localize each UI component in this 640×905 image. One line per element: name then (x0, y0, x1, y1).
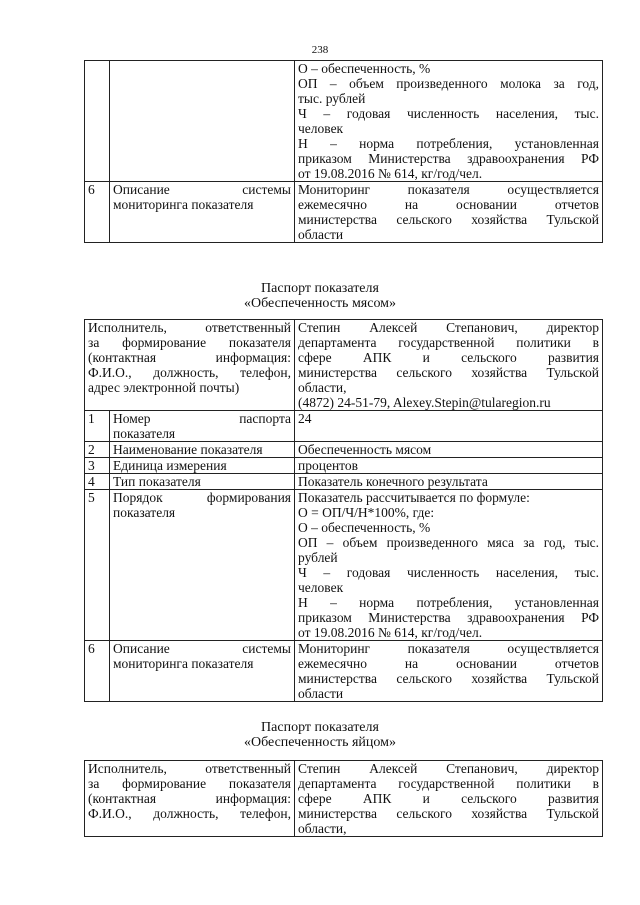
label-line: Номер паспорта (113, 411, 292, 426)
label-line: Ф.И.О., должность, телефон, (88, 365, 292, 380)
value-line: Обеспеченность мясом (298, 442, 432, 457)
section-title: Паспорт показателя (261, 720, 379, 735)
value-line: ежемесячно на основании отчетов (298, 197, 599, 212)
definition-line: О – обеспеченность, % (298, 61, 431, 76)
table-row (85, 490, 603, 641)
definition-line: от 19.08.2016 № 614, кг/год/чел. (298, 166, 483, 181)
value-line: Мониторинг показателя осуществляется (298, 182, 599, 197)
value-line: О – обеспеченность, % (298, 520, 431, 535)
row-number-cell: 3 (85, 458, 110, 474)
definition-line: ОП – объем произведенного молока за год, (298, 76, 599, 91)
section-subtitle: «Обеспеченность яйцом» (243, 735, 396, 750)
value-line: министерства сельского хозяйства Тульской (298, 212, 599, 227)
label-cell (110, 458, 295, 474)
label-line: Единица измерения (113, 458, 227, 473)
definition-line: Ч – годовая численность населения, тыс. (298, 106, 599, 121)
definition-line: Н – норма потребления, установленная (298, 136, 599, 151)
executor-row (85, 761, 603, 837)
executor-label-cell (85, 320, 295, 411)
label-cell (110, 641, 295, 702)
executor-value-cell (295, 320, 603, 411)
value-line: министерства сельского хозяйства Тульской (298, 806, 600, 821)
definition-line: тыс. рублей (298, 91, 366, 106)
value-cell (295, 411, 603, 442)
label-line: за формирование показателя (88, 335, 292, 350)
value-line: О = ОП/Ч/Н*100%, где: (298, 505, 435, 520)
definition-line: приказом Министерства здравоохранения РФ (298, 151, 599, 166)
table-row (85, 61, 603, 182)
value-cell (295, 474, 603, 490)
label-line: за формирование показателя (88, 776, 292, 791)
value-line: рублей (298, 550, 338, 565)
label-line: Исполнитель, ответственный (88, 320, 292, 335)
value-line: департамента государственной политики в (298, 776, 600, 791)
label-line: Порядок формирования (113, 490, 292, 505)
value-line: ежемесячно на основании отчетов (298, 656, 600, 671)
label-line: Описание системы (113, 641, 292, 656)
value-line: процентов (298, 458, 359, 473)
label-cell (110, 182, 295, 243)
value-line: области, (298, 821, 347, 836)
label-cell (110, 474, 295, 490)
continuation-table (84, 60, 603, 243)
value-line: Н – норма потребления, установленная (298, 595, 600, 610)
value-line: области (298, 686, 344, 701)
table-row (85, 442, 603, 458)
value-line: сфере АПК и сельского развития (298, 791, 600, 806)
value-line: приказом Министерства здравоохранения РФ (298, 610, 600, 625)
row-number-cell: 6 (85, 641, 110, 702)
value-cell (295, 641, 603, 702)
label-line: показателя (113, 505, 176, 520)
executor-row (85, 320, 603, 411)
value-line: Показатель конечного результата (298, 474, 488, 489)
page-number: 238 (311, 44, 329, 56)
value-line: Показатель рассчитывается по формуле: (298, 490, 530, 505)
section-title: Паспорт показателя (261, 281, 379, 296)
value-line: сфере АПК и сельского развития (298, 350, 600, 365)
value-line: (4872) 24-51-79, Alexey.Stepin@tularegion.ru (298, 395, 551, 410)
label-line: Ф.И.О., должность, телефон, (88, 806, 292, 821)
value-line: 24 (298, 411, 312, 426)
value-line: области (298, 227, 344, 242)
passport-table-eggs (84, 760, 603, 837)
value-line: департамента государственной политики в (298, 335, 600, 350)
row-number-cell: 4 (85, 474, 110, 490)
table-row (85, 182, 603, 243)
label-cell (110, 61, 295, 182)
label-line: адрес электронной почты) (88, 380, 240, 395)
label-line: (контактная информация: (88, 791, 292, 806)
executor-label-cell (85, 761, 295, 837)
label-cell (110, 411, 295, 442)
label-cell (110, 442, 295, 458)
value-line: Степин Алексей Степанович, директор (298, 761, 600, 776)
definition-line: человек (298, 121, 344, 136)
value-cell (295, 442, 603, 458)
value-line: ОП – объем произведенного мяса за год, тыс. (298, 535, 600, 550)
label-line: мониторинга показателя (113, 197, 254, 212)
label-line: Описание системы (113, 182, 291, 197)
table-row (85, 411, 603, 442)
row-number-cell: 6 (85, 182, 110, 243)
label-cell (110, 490, 295, 641)
value-line: Ч – годовая численность населения, тыс. (298, 565, 600, 580)
value-line: Мониторинг показателя осуществляется (298, 641, 600, 656)
value-cell (295, 458, 603, 474)
value-line: от 19.08.2016 № 614, кг/год/чел. (298, 625, 483, 640)
table-row (85, 458, 603, 474)
section-subtitle: «Обеспеченность мясом» (243, 296, 397, 311)
value-line: министерства сельского хозяйства Тульской (298, 671, 600, 686)
executor-value-cell (295, 761, 603, 837)
value-cell (295, 61, 603, 182)
table-row (85, 474, 603, 490)
label-line: мониторинга показателя (113, 656, 254, 671)
row-number-cell: 5 (85, 490, 110, 641)
value-line: Степин Алексей Степанович, директор (298, 320, 600, 335)
value-line: человек (298, 580, 344, 595)
value-cell (295, 182, 603, 243)
value-cell (295, 490, 603, 641)
row-number-cell: 2 (85, 442, 110, 458)
label-line: Тип показателя (113, 474, 201, 489)
value-line: министерства сельского хозяйства Тульской (298, 365, 600, 380)
label-line: Исполнитель, ответственный (88, 761, 292, 776)
row-number-cell (85, 61, 110, 182)
table-row (85, 641, 603, 702)
row-number-cell: 1 (85, 411, 110, 442)
passport-table-meat (84, 319, 603, 702)
label-line: показателя (113, 426, 176, 441)
label-line: Наименование показателя (113, 442, 263, 457)
value-line: области, (298, 380, 347, 395)
label-line: (контактная информация: (88, 350, 292, 365)
